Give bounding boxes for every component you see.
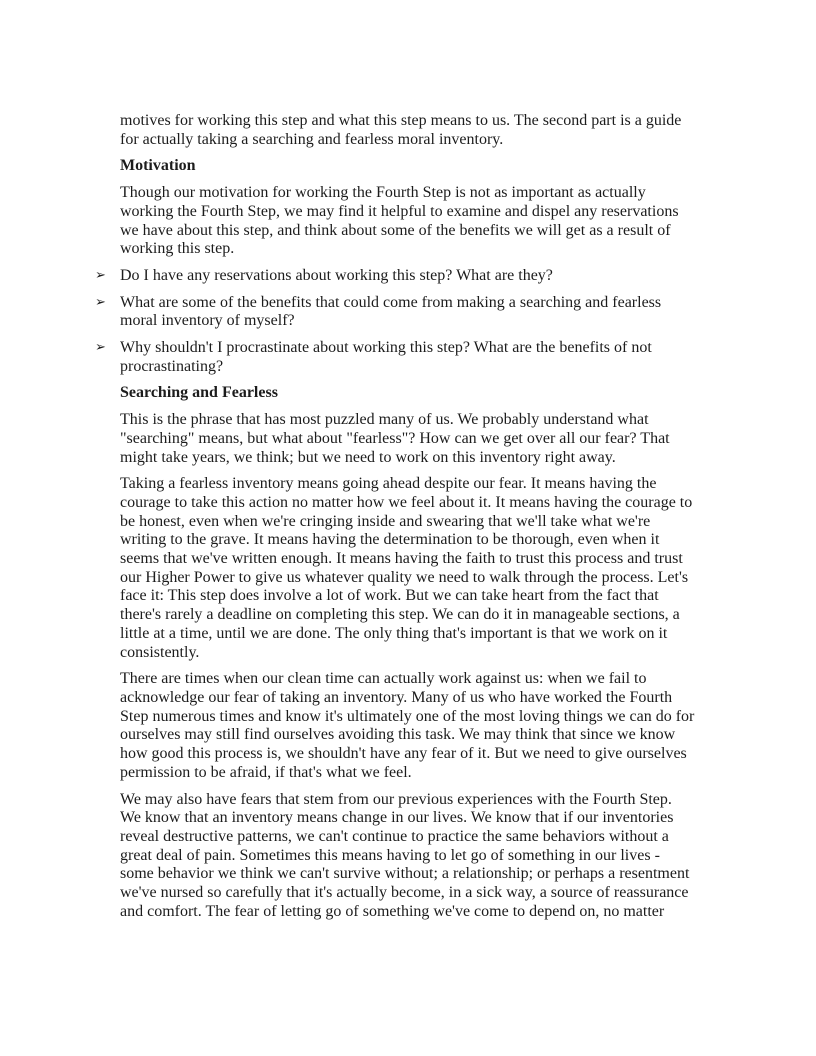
arrowhead-bullet-icon: ➢ <box>95 294 106 310</box>
intro-paragraph: motives for working this step and what this step means to us. The second part is a guide for actually taking a searching and fearless moral inventory. <box>120 112 682 148</box>
bullet-item-text: Why shouldn't I procrastinate about working this step? What are the benefits of not procrastinating? <box>120 339 652 375</box>
bullet-item-text: Do I have any reservations about working this step? What are they? <box>120 266 553 284</box>
document-body <box>95 112 696 929</box>
phrase-paragraph: This is the phrase that has most puzzled many of us. We probably understand what "searching" means, but what about "fearless"? How can we get over all our fear? That might take years, we think; but we need to work on this inventory right away. <box>120 411 670 466</box>
bullet-item-reservations <box>95 266 696 286</box>
section-heading-searching-and-fearless: Searching and Fearless <box>120 384 278 402</box>
arrowhead-bullet-icon: ➢ <box>95 267 106 283</box>
bullet-item-procrastinate <box>95 339 696 376</box>
section-heading-motivation: Motivation <box>120 157 196 175</box>
fearless-inventory-paragraph: Taking a fearless inventory means going ahead despite our fear. It means having the courage to take this action no matter how we feel about it. It means having the courage to be honest, even when we're cringing inside and swearing that we'll take what we're writing to the grave. It means having the determination to be thorough, even when it seems that we've written enough. It means having the faith to trust this process and trust our Higher Power to give us whatever quality we need to walk through the process. Let's face it: This step does involve a lot of work. But we can take heart from the fact that there's rarely a deadline on completing this step. We can do it in manageable sections, a little at a time, until we are done. The only thing that's important is that we work on it consistently. <box>120 475 693 661</box>
arrowhead-bullet-icon: ➢ <box>95 340 106 356</box>
previous-experiences-paragraph: We may also have fears that stem from our previous experiences with the Fourth Step. We know that an inventory means change in our lives. We know that if our inventories reveal destructive patterns, we can't continue to practice the same behaviors without a great deal of pain. Sometimes this means having to let go of something in our lives - some behavior we think we can't survive without; a relationship; or perhaps a resentment we've nursed so carefully that it's actually become, in a sick way, a source of reassurance and comfort. The fear of letting go of something we've come to depend on, no matter <box>120 790 690 920</box>
clean-time-paragraph: There are times when our clean time can actually work against us: when we fail to acknowledge our fear of taking an inventory. Many of us who have worked the Fourth Step numerous times and know it's ultimately one of the most loving things we can do for ourselves may still find ourselves avoiding this task. We may think that since we know how good this process is, we shouldn't have any fear of it. But we need to give ourselves permission to be afraid, if that's what we feel. <box>120 670 695 781</box>
bullet-item-benefits <box>95 293 696 331</box>
motivation-paragraph: Though our motivation for working the Fourth Step is not as important as actually working the Fourth Step, we may find it helpful to examine and dispel any reservations we have about this step, and think about some of the benefits we will get as a result of working this step. <box>120 184 679 258</box>
bullet-item-text: What are some of the benefits that could come from making a searching and fearless moral inventory of myself? <box>120 293 662 330</box>
